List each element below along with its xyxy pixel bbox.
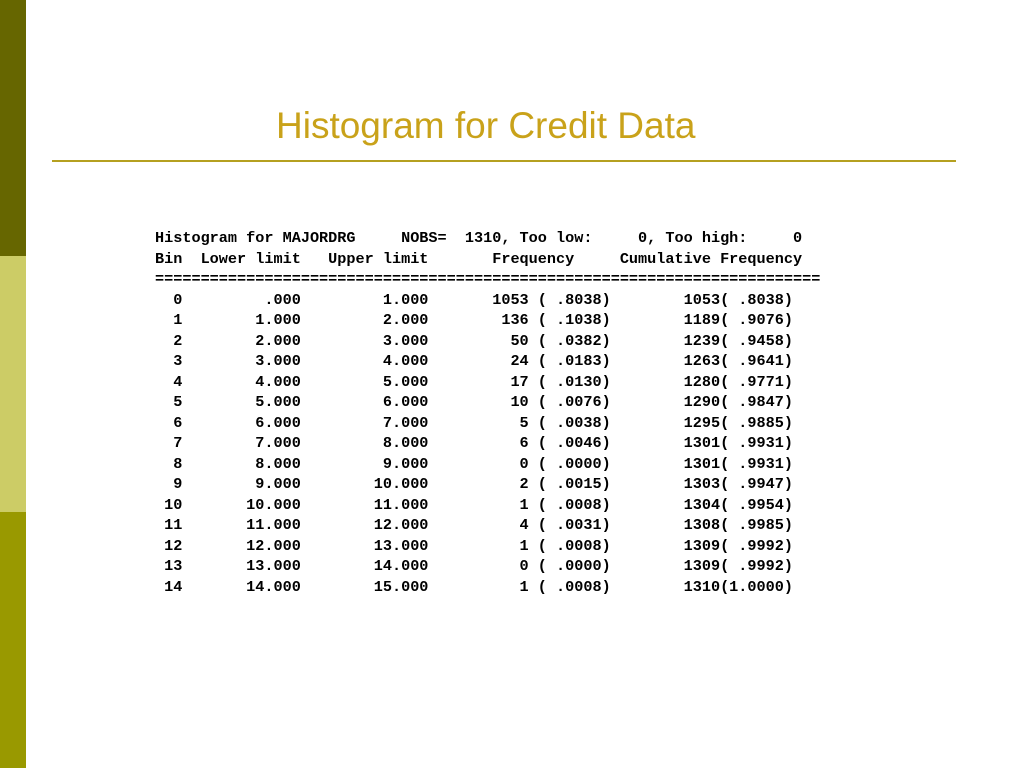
histogram-row: 12 12.000 13.000 1 ( .0008) 1309( .9992) bbox=[155, 536, 793, 555]
histogram-row: 6 6.000 7.000 5 ( .0038) 1295( .9885) bbox=[155, 413, 793, 432]
histogram-row: 3 3.000 4.000 24 ( .0183) 1263( .9641) bbox=[155, 352, 793, 370]
histogram-row: 7 7.000 8.000 6 ( .0046) 1301( .9931) bbox=[155, 434, 793, 452]
histogram-row: 11 11.000 12.000 4 ( .0031) 1308( .9985) bbox=[155, 516, 793, 534]
histogram-separator: ========================================================================= bbox=[155, 270, 821, 288]
title-underline-divider bbox=[52, 160, 956, 162]
histogram-row: 2 2.000 3.000 50 ( .0382) 1239( .9458) bbox=[155, 331, 793, 350]
histogram-row: 14 14.000 15.000 1 ( .0008) 1310(1.0000) bbox=[155, 577, 793, 596]
histogram-column-headers: Bin Lower limit Upper limit Frequency Cumulative Frequency bbox=[155, 249, 803, 268]
sidebar-stripe-bottom bbox=[0, 512, 26, 768]
histogram-row: 5 5.000 6.000 10 ( .0076) 1290( .9847) bbox=[155, 393, 793, 411]
histogram-row: 8 8.000 9.000 0 ( .0000) 1301( .9931) bbox=[155, 454, 793, 473]
histogram-output-block bbox=[155, 228, 820, 597]
histogram-row: 4 4.000 5.000 17 ( .0130) 1280( .9771) bbox=[155, 372, 793, 391]
histogram-row: 10 10.000 11.000 1 ( .0008) 1304( .9954) bbox=[155, 495, 793, 514]
histogram-row: 9 9.000 10.000 2 ( .0015) 1303( .9947) bbox=[155, 475, 793, 493]
histogram-header-line: Histogram for MAJORDRG NOBS= 1310, Too low: 0, Too high: 0 bbox=[155, 229, 803, 247]
slide-title: Histogram for Credit Data bbox=[276, 105, 696, 146]
sidebar-stripe-middle bbox=[0, 256, 26, 512]
histogram-row: 0 .000 1.000 1053 ( .8038) 1053( .8038) bbox=[155, 290, 793, 309]
histogram-row: 13 13.000 14.000 0 ( .0000) 1309( .9992) bbox=[155, 557, 793, 575]
histogram-row: 1 1.000 2.000 136 ( .1038) 1189( .9076) bbox=[155, 311, 793, 329]
histogram-rows bbox=[155, 290, 820, 598]
sidebar-stripe-top bbox=[0, 0, 26, 256]
